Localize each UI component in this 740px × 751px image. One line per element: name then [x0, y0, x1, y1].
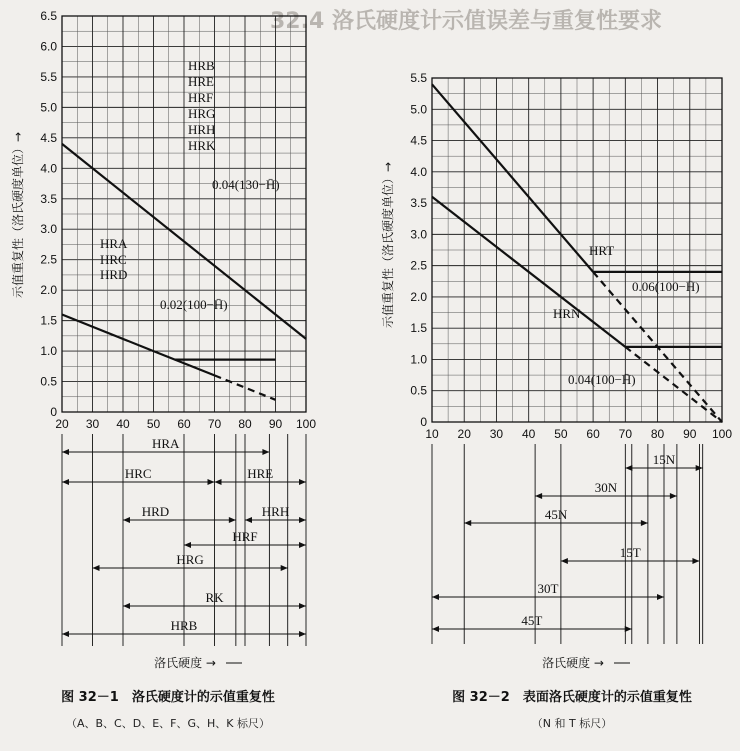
x-tick-label: 70	[207, 417, 222, 431]
range-arrow-head	[262, 449, 269, 455]
y-tick-label: 3.0	[40, 222, 57, 237]
y-tick-label: 1.5	[40, 313, 57, 328]
range-arrow-head	[62, 479, 69, 485]
y-tick-label: 4.5	[410, 133, 427, 148]
y-tick-label: 2.0	[40, 283, 57, 298]
chart2-x-axis-label: 洛氏硬度 →	[542, 656, 604, 670]
x-tick-label: 10	[425, 427, 439, 441]
y-tick-label: 1.0	[410, 352, 427, 367]
range-arrow-head	[123, 517, 130, 523]
range-arrow-head	[245, 517, 252, 523]
x-tick-label: 20	[457, 427, 471, 441]
range-label: HRH	[261, 504, 290, 519]
chart1-grid	[62, 16, 306, 412]
chart1-label-hre: HRE	[188, 74, 214, 89]
range-arrow-head	[625, 626, 632, 632]
x-tick-label: 100	[711, 427, 733, 441]
range-label: 15N	[652, 452, 676, 467]
x-tick-label: 70	[618, 427, 633, 441]
y-tick-label: 2.5	[410, 258, 427, 273]
range-label: 45N	[544, 507, 568, 522]
chart1-x-axis-label: 洛氏硬度 →	[154, 656, 216, 670]
x-tick-label: 50	[554, 427, 568, 441]
range-arrow-head	[464, 520, 471, 526]
chart1-formula-mid: 0.02(100−H̄)	[160, 297, 228, 312]
range-arrow-head	[299, 631, 306, 637]
range-arrow-head	[561, 558, 568, 564]
chart1-caption: 图 32－1 洛氏硬度计的示值重复性	[61, 690, 275, 705]
y-tick-label: 0	[420, 415, 427, 429]
range-arrow-head	[299, 479, 306, 485]
x-tick-label: 30	[489, 427, 504, 441]
range-label: 45T	[521, 613, 543, 628]
range-arrow-head	[535, 493, 542, 499]
range-arrow-head	[299, 542, 306, 548]
chart2-labels	[553, 243, 700, 387]
y-tick-label: 2.5	[40, 252, 57, 267]
y-tick-label: 1.0	[40, 344, 57, 359]
chart1-label-hra: HRA	[100, 236, 128, 251]
chart1-label-hrd: HRD	[100, 267, 128, 282]
range-arrow-head	[625, 465, 632, 471]
chart1-label-hrg: HRG	[188, 106, 216, 121]
y-tick-label: 3.0	[410, 227, 427, 242]
range-label: HRF	[232, 529, 258, 544]
range-arrow-head	[299, 603, 306, 609]
range-arrow-head	[432, 594, 439, 600]
range-arrow-head	[657, 594, 664, 600]
range-label: HRE	[247, 466, 274, 481]
range-arrow-head	[215, 479, 222, 485]
chart2-caption: 图 32－2 表面洛氏硬度计的示值重复性	[452, 690, 692, 705]
range-label: HRC	[124, 466, 152, 481]
x-tick-label: 60	[586, 427, 600, 441]
chart2-formula-top: 0.06(100−H̄)	[632, 279, 700, 294]
x-tick-label: 80	[238, 417, 252, 431]
chart1-label-hrc: HRC	[100, 252, 127, 267]
y-tick-label: 5.0	[40, 100, 57, 115]
y-tick-label: 5.5	[40, 69, 57, 84]
range-arrow-head	[62, 631, 69, 637]
y-tick-label: 4.5	[40, 130, 57, 145]
range-label: HRA	[151, 436, 180, 451]
range-arrow-head	[229, 517, 236, 523]
range-label: 30N	[594, 480, 618, 495]
chart1-labels	[100, 58, 280, 312]
chart1-label-hrb: HRB	[188, 58, 215, 73]
chart2-y-axis-label: 示值重复性（洛氏硬度单位）→	[381, 161, 395, 329]
range-arrow-head	[184, 542, 191, 548]
chart1-subcaption: （A、B、C、D、E、F、G、H、K 标尺）	[65, 717, 271, 730]
range-arrow-head	[208, 479, 215, 485]
chart1-label-hrk: HRK	[188, 138, 216, 153]
range-arrow-head	[432, 626, 439, 632]
range-label: 30T	[537, 581, 559, 596]
chart2-grid	[432, 78, 722, 422]
y-tick-label: 4.0	[410, 164, 427, 179]
range-label: HRG	[176, 552, 204, 567]
range-label: 15T	[619, 545, 641, 560]
range-label: HRD	[141, 504, 170, 519]
range-arrow-head	[93, 565, 100, 571]
background-header: 32.4 洛氏硬度计示值误差与重复性要求	[270, 9, 662, 34]
y-tick-label: 0	[50, 405, 57, 419]
y-tick-label: 1.5	[410, 321, 427, 336]
range-arrow-head	[299, 517, 306, 523]
x-tick-label: 90	[268, 417, 283, 431]
chart2-subcaption: （N 和 T 标尺）	[531, 717, 613, 730]
range-arrow-head	[670, 493, 677, 499]
range-arrow-head	[692, 558, 699, 564]
y-tick-label: 2.0	[410, 289, 427, 304]
y-tick-label: 5.5	[410, 71, 427, 85]
x-tick-label: 30	[85, 417, 100, 431]
chart1-ticks	[40, 9, 316, 431]
range-label: HRB	[170, 618, 198, 633]
y-tick-label: 0.5	[40, 374, 57, 389]
range-arrow-head	[281, 565, 288, 571]
x-tick-label: 100	[295, 417, 317, 431]
x-tick-label: 40	[116, 417, 130, 431]
chart2-formula-bottom: 0.04(100−H̄)	[568, 372, 636, 387]
chart1-label-hrh: HRH	[188, 122, 216, 137]
chart1-y-axis-label: 示值重复性（洛氏硬度单位）→	[11, 131, 25, 299]
range-label: RK	[205, 590, 224, 605]
x-tick-label: 40	[521, 427, 536, 441]
y-tick-label: 6.0	[40, 39, 57, 54]
y-tick-label: 5.0	[410, 102, 427, 117]
y-tick-label: 6.5	[40, 9, 57, 23]
x-tick-label: 80	[650, 427, 665, 441]
chart1-ranges	[62, 434, 306, 663]
range-arrow-head	[641, 520, 648, 526]
x-tick-label: 20	[55, 417, 69, 431]
x-tick-label: 50	[146, 417, 161, 431]
chart2-label-hrt: HRT	[589, 243, 615, 258]
range-arrow-head	[62, 449, 69, 455]
chart1-label-hrf: HRF	[188, 90, 214, 105]
chart1-formula-top: 0.04(130−H̄)	[212, 177, 280, 192]
y-tick-label: 3.5	[40, 191, 57, 206]
chart2-ranges	[432, 444, 703, 663]
x-tick-label: 90	[683, 427, 697, 441]
y-tick-label: 0.5	[410, 383, 427, 398]
chart2-label-hrn: HRN	[553, 306, 581, 321]
range-arrow-head	[123, 603, 130, 609]
y-tick-label: 4.0	[40, 161, 57, 176]
x-tick-label: 60	[177, 417, 191, 431]
y-tick-label: 3.5	[410, 196, 427, 211]
